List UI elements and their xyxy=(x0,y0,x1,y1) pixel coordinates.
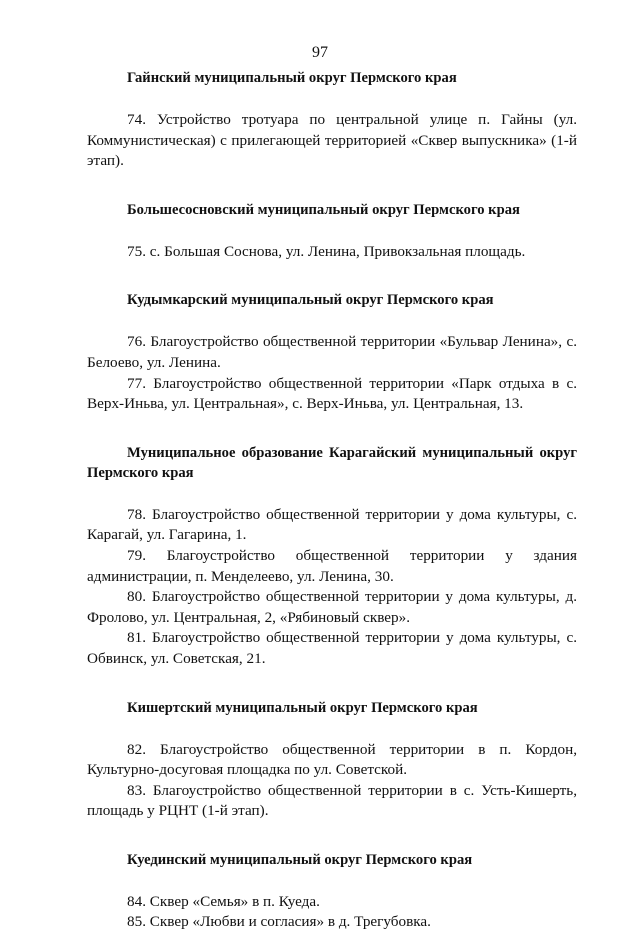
section-heading: Гайнский муниципальный округ Пермского края xyxy=(127,70,457,86)
list-item: 77. Благоустройство общественной территории «Парк отдыха в с. Верх-Иньва, ул. Центральная», с. Верх-Иньва, ул. Центральная, 13. xyxy=(87,374,577,413)
list-item: 84. Сквер «Семья» в п. Куеда. xyxy=(127,892,320,910)
list-item: 78. Благоустройство общественной территории у дома культуры, с. Карагай, ул. Гагарина, 1. xyxy=(87,505,577,544)
list-item: 75. с. Большая Соснова, ул. Ленина, Привокзальная площадь. xyxy=(127,242,526,260)
list-item: 83. Благоустройство общественной территории в с. Усть-Кишерть, площадь у РЦНТ (1-й этап). xyxy=(87,781,577,820)
section-bolshesosnovsky xyxy=(87,200,577,263)
section-heading: Большесосновский муниципальный округ Пермского края xyxy=(127,201,520,218)
list-item: 79. Благоустройство общественной территории у здания администрации, п. Менделеево, ул. Ленина, 30. xyxy=(87,546,577,585)
list-item: 85. Сквер «Любви и согласия» в д. Трегубовка. xyxy=(127,913,431,931)
list-item: 80. Благоустройство общественной территории у дома культуры, д. Фролово, ул. Центральная, 2, «Рябиновый сквер». xyxy=(87,588,577,626)
list-item: 81. Благоустройство общественной территории у дома культуры, с. Обвинск, ул. Советская, 21. xyxy=(87,629,577,667)
list-item: 76. Благоустройство общественной территории «Бульвар Ленина», с. Белоево, ул. Ленина. xyxy=(87,333,577,371)
list-item: 82. Благоустройство общественной территории в п. Кордон, Культурно-досуговая площадка по ул. Советской. xyxy=(87,740,577,779)
section-kishertsky xyxy=(87,698,577,822)
section-heading: Кудымкарский муниципальный округ Пермского края xyxy=(127,292,494,309)
section-kudymkarsky xyxy=(87,290,577,414)
section-heading: Кишертский муниципальный округ Пермского края xyxy=(127,699,478,716)
section-heading: Муниципальное образование Карагайский муниципальный округ Пермского края xyxy=(87,444,577,481)
section-gainsky xyxy=(87,68,577,172)
section-heading: Куединский муниципальный округ Пермского края xyxy=(127,851,473,868)
document-body xyxy=(87,68,577,933)
section-karagaisky xyxy=(87,443,577,670)
section-kuedinsky xyxy=(87,850,577,933)
list-item: 74. Устройство тротуара по центральной улице п. Гайны (ул. Коммунистическая) с прилегающей территорией «Сквер выпускника» (1-й этап). xyxy=(87,111,577,170)
page-number: 97 xyxy=(312,44,328,61)
